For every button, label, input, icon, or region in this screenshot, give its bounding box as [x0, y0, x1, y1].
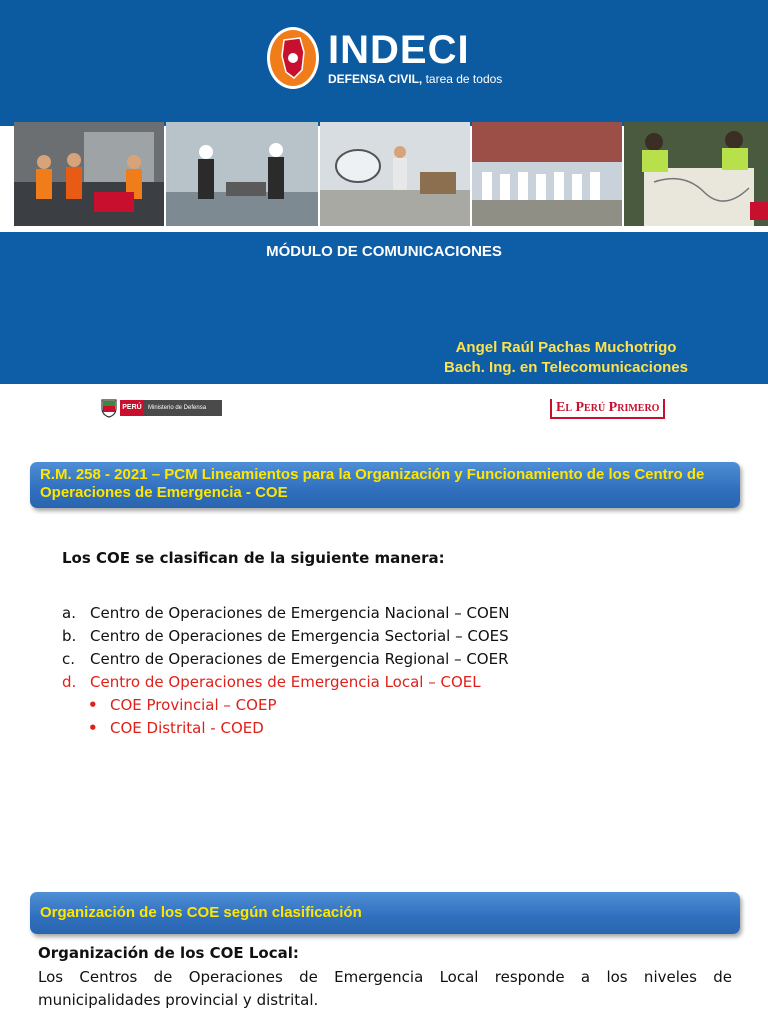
photo-collage — [14, 122, 768, 226]
classification-lead: Los COE se clasifican de la siguiente manera: — [62, 549, 445, 567]
rm-heading: R.M. 258 - 2021 – PCM Lineamientos para la Organización y Funcionamiento de los Centro de Operaciones de Emergencia - COE — [30, 462, 740, 508]
sub-list-item-text: COE Provincial – COEP — [110, 696, 277, 714]
organization-heading: Organización de los COE según clasificación — [30, 892, 740, 934]
organization-slide — [0, 884, 768, 1024]
list-item-text: Centro de Operaciones de Emergencia Local – COEL — [90, 673, 481, 691]
list-item — [62, 648, 742, 671]
list-item-text: Centro de Operaciones de Emergencia Sectorial – COES — [90, 627, 509, 645]
indeci-emblem-icon — [266, 26, 320, 90]
coe-classification-list — [62, 602, 742, 740]
list-item — [62, 602, 742, 625]
map-planning-photo-image — [624, 122, 768, 226]
logo-tagline-rest: tarea de todos — [422, 72, 503, 86]
bullet-marker: • — [88, 696, 98, 714]
org-subtitle: Organización de los COE Local: — [38, 944, 299, 962]
sub-list-item — [62, 717, 742, 740]
gov-peru-badge: PERÚ — [120, 400, 144, 416]
logo-tagline-bold: DEFENSA CIVIL, — [328, 72, 423, 86]
rescue-team-photo-image — [14, 122, 164, 226]
sub-list-item — [62, 694, 742, 717]
list-marker: c. — [62, 650, 76, 668]
photo-strip — [0, 118, 768, 232]
author-block — [444, 338, 688, 378]
cover-slide — [0, 0, 768, 384]
antenna-setup-photo-image — [320, 122, 470, 226]
school-drill-photo-image — [472, 122, 622, 226]
list-item-highlighted — [62, 671, 742, 694]
list-marker: d. — [62, 673, 77, 691]
module-title: MÓDULO DE COMUNICACIONES — [266, 243, 502, 260]
list-marker: b. — [62, 627, 77, 645]
sub-list-item-text: COE Distrital - COED — [110, 719, 264, 737]
peru-shield-icon — [100, 398, 118, 418]
field-team-photo-image — [166, 122, 318, 226]
list-item-text: Centro de Operaciones de Emergencia Nacional – COEN — [90, 604, 510, 622]
peru-primero-logo: El Perú Primero — [550, 399, 665, 419]
indeci-logo — [266, 26, 516, 96]
author-degree: Bach. Ing. en Telecomunicaciones — [444, 359, 688, 376]
author-name: Angel Raúl Pachas Muchotrigo — [455, 339, 677, 356]
list-item-text: Centro de Operaciones de Emergencia Regional – COER — [90, 650, 509, 668]
logo-tagline — [328, 72, 502, 86]
classification-slide — [0, 384, 768, 884]
logo-title: INDECI — [328, 28, 470, 72]
government-logo — [100, 398, 222, 418]
gov-ministry-label: Ministerio de Defensa — [144, 400, 222, 416]
org-paragraph: Los Centros de Operaciones de Emergencia Local responde a los niveles de municipalidades provincial y distrital. — [38, 968, 732, 1009]
bullet-marker: • — [88, 719, 98, 737]
list-marker: a. — [62, 604, 76, 622]
list-item — [62, 625, 742, 648]
